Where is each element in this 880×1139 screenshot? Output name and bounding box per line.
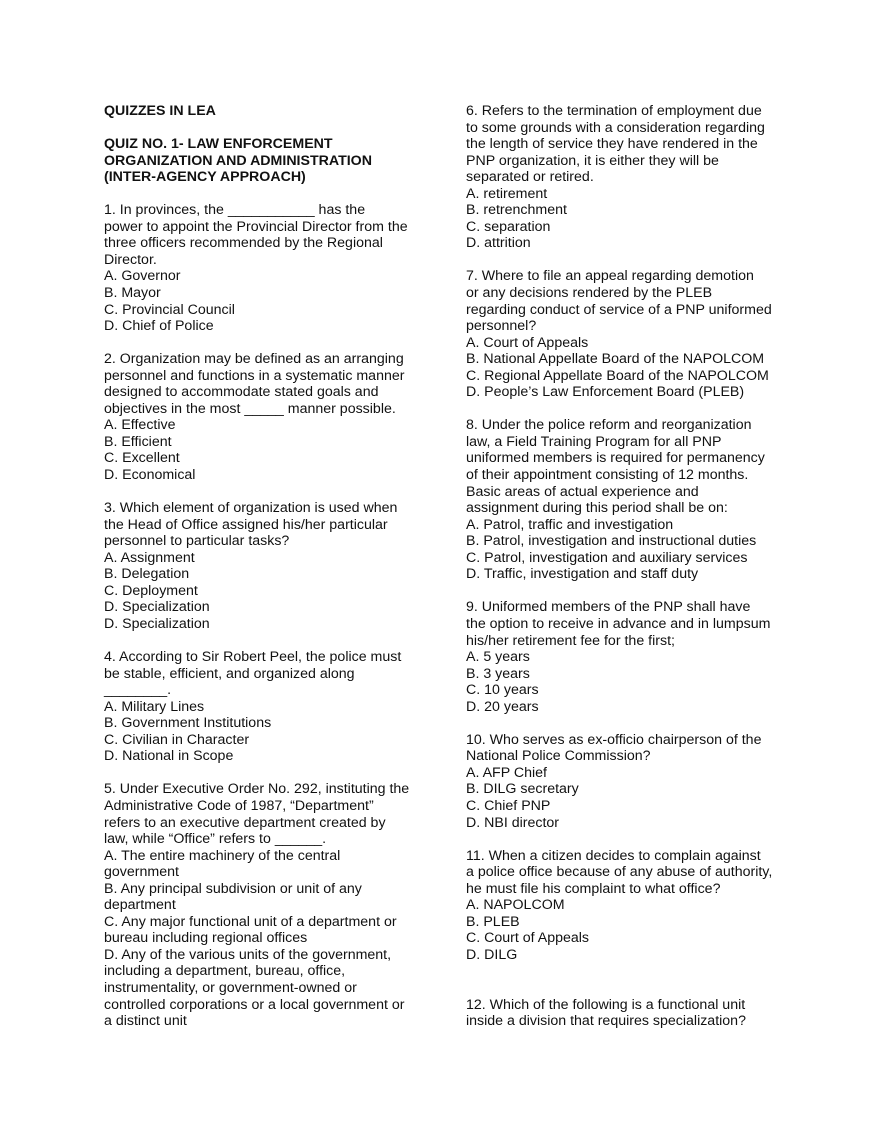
question-text: 7. Where to file an appeal regarding demotion bbox=[466, 268, 754, 285]
spacer bbox=[104, 765, 434, 782]
spacer bbox=[104, 633, 434, 650]
answer-option: C. Deployment bbox=[104, 582, 198, 599]
answer-option: B. 3 years bbox=[466, 665, 530, 682]
answer-option: C. Provincial Council bbox=[104, 301, 235, 318]
answer-option: A. Court of Appeals bbox=[466, 334, 589, 351]
quiz-title-line: (INTER-AGENCY APPROACH) bbox=[104, 169, 306, 186]
question-text: 5. Under Executive Order No. 292, instituting the bbox=[104, 781, 410, 798]
question-text: 1. In provinces, the ___________ has the bbox=[104, 202, 366, 219]
quiz-title bbox=[104, 136, 434, 186]
question-1 bbox=[104, 202, 434, 334]
question-text: 10. Who serves as ex-officio chairperson of the bbox=[466, 731, 762, 748]
spacer bbox=[104, 484, 434, 501]
question-text: 4. According to Sir Robert Peel, the police must bbox=[104, 649, 402, 666]
question-7 bbox=[466, 268, 796, 400]
question-8 bbox=[466, 417, 796, 582]
answer-option: A. Governor bbox=[104, 268, 181, 285]
question-text: uniformed members is required for permanency bbox=[466, 450, 765, 467]
question-text: law, while “Office” refers to ______. bbox=[104, 831, 327, 848]
answer-option: D. National in Scope bbox=[104, 748, 234, 765]
question-text: power to appoint the Provincial Director from the bbox=[104, 218, 408, 235]
quiz-title-line: ORGANIZATION AND ADMINISTRATION bbox=[104, 152, 372, 169]
answer-option: A. Military Lines bbox=[104, 698, 205, 715]
question-2 bbox=[104, 351, 434, 483]
answer-option: D. Any of the various units of the government, bbox=[104, 946, 392, 963]
answer-option: D. 20 years bbox=[466, 698, 539, 715]
spacer bbox=[466, 583, 796, 600]
answer-option: B. retrenchment bbox=[466, 202, 567, 219]
answer-option: government bbox=[104, 864, 179, 881]
answer-option: C. Patrol, investigation and auxiliary services bbox=[466, 549, 748, 566]
spacer bbox=[466, 252, 796, 269]
question-text: of their appointment consisting of 12 months. bbox=[466, 467, 749, 484]
spacer bbox=[104, 120, 434, 137]
document-heading: QUIZZES IN LEA bbox=[104, 103, 216, 119]
answer-option: C. separation bbox=[466, 218, 551, 235]
question-text: National Police Commission? bbox=[466, 748, 651, 765]
answer-option: B. PLEB bbox=[466, 913, 520, 930]
answer-option: A. AFP Chief bbox=[466, 764, 547, 781]
answer-option: B. Delegation bbox=[104, 566, 190, 583]
question-text: the option to receive in advance and in lumpsum bbox=[466, 615, 771, 632]
spacer bbox=[466, 401, 796, 418]
answer-option: D. NBI director bbox=[466, 814, 560, 831]
question-text: be stable, efficient, and organized along bbox=[104, 665, 355, 682]
question-text: designed to accommodate stated goals and bbox=[104, 384, 379, 401]
answer-option: C. Excellent bbox=[104, 450, 180, 467]
answer-option: D. Economical bbox=[104, 467, 196, 484]
answer-option: including a department, bureau, office, bbox=[104, 963, 346, 980]
question-text: 6. Refers to the termination of employment due bbox=[466, 103, 762, 119]
spacer bbox=[104, 335, 434, 352]
answer-option: A. 5 years bbox=[466, 649, 530, 666]
question-text: three officers recommended by the Regional bbox=[104, 235, 383, 252]
spacer bbox=[466, 715, 796, 732]
answer-option: C. Court of Appeals bbox=[466, 930, 590, 947]
question-text: assignment during this period shall be on: bbox=[466, 500, 728, 517]
question-9 bbox=[466, 599, 796, 715]
question-text: separated or retired. bbox=[466, 169, 594, 186]
question-text: personnel to particular tasks? bbox=[104, 533, 290, 550]
question-text: personnel and functions in a systematic manner bbox=[104, 367, 405, 384]
answer-option: B. Government Institutions bbox=[104, 715, 272, 732]
spacer bbox=[466, 980, 796, 997]
answer-option: instrumentality, or government-owned or bbox=[104, 979, 357, 996]
answer-option: D. Traffic, investigation and staff duty bbox=[466, 566, 699, 583]
question-text: he must file his complaint to what office? bbox=[466, 880, 721, 897]
answer-option: C. Chief PNP bbox=[466, 797, 551, 814]
answer-option: D. attrition bbox=[466, 235, 531, 252]
question-11 bbox=[466, 848, 796, 964]
answer-option: bureau including regional offices bbox=[104, 930, 308, 947]
right-column bbox=[466, 103, 796, 1030]
question-text: a police office because of any abuse of authority, bbox=[466, 864, 773, 881]
answer-option: A. Effective bbox=[104, 417, 176, 434]
question-text: to some grounds with a consideration regarding bbox=[466, 119, 765, 136]
answer-option: D. Specialization bbox=[104, 599, 210, 616]
answer-option: B. DILG secretary bbox=[466, 781, 579, 798]
question-text: regarding conduct of service of a PNP uniformed bbox=[466, 301, 772, 318]
answer-option: B. National Appellate Board of the NAPOLCOM bbox=[466, 351, 765, 368]
answer-option: a distinct unit bbox=[104, 1013, 187, 1030]
question-5 bbox=[104, 781, 434, 1029]
question-text: 12. Which of the following is a functional unit bbox=[466, 996, 746, 1013]
spacer bbox=[104, 186, 434, 203]
quiz-title-line: QUIZ NO. 1- LAW ENFORCEMENT bbox=[104, 136, 333, 153]
answer-option: department bbox=[104, 897, 176, 914]
question-text: 11. When a citizen decides to complain against bbox=[466, 847, 761, 864]
question-text: Administrative Code of 1987, “Department” bbox=[104, 797, 374, 814]
answer-option: C. 10 years bbox=[466, 682, 539, 699]
question-6 bbox=[466, 103, 796, 252]
spacer bbox=[466, 963, 796, 980]
question-text: his/her retirement fee for the first; bbox=[466, 632, 675, 649]
question-text: Basic areas of actual experience and bbox=[466, 483, 699, 500]
question-text: ________. bbox=[104, 682, 172, 699]
question-text: the Head of Office assigned his/her particular bbox=[104, 516, 388, 533]
answer-option: A. retirement bbox=[466, 185, 548, 202]
question-4 bbox=[104, 649, 434, 765]
question-text: 8. Under the police reform and reorganization bbox=[466, 417, 752, 434]
question-text: personnel? bbox=[466, 318, 537, 335]
answer-option: C. Regional Appellate Board of the NAPOLCOM bbox=[466, 367, 769, 384]
question-text: Director. bbox=[104, 251, 157, 268]
answer-option: D. People’s Law Enforcement Board (PLEB) bbox=[466, 384, 745, 401]
answer-option: controlled corporations or a local government or bbox=[104, 996, 405, 1013]
answer-option: B. Any principal subdivision or unit of any bbox=[104, 880, 362, 897]
question-text: or any decisions rendered by the PLEB bbox=[466, 285, 713, 302]
question-text: 9. Uniformed members of the PNP shall have bbox=[466, 599, 751, 616]
answer-option: C. Any major functional unit of a department or bbox=[104, 913, 397, 930]
question-text: inside a division that requires specialization? bbox=[466, 1013, 746, 1030]
question-text: law, a Field Training Program for all PNP bbox=[466, 433, 722, 450]
question-text: refers to an executive department created by bbox=[104, 814, 386, 831]
answer-option: B. Mayor bbox=[104, 285, 161, 302]
answer-option: B. Efficient bbox=[104, 433, 172, 450]
question-text: PNP organization, it is either they will be bbox=[466, 152, 719, 169]
question-text: 2. Organization may be defined as an arranging bbox=[104, 351, 404, 368]
answer-option: A. Assignment bbox=[104, 549, 195, 566]
answer-option: D. Specialization bbox=[104, 615, 210, 632]
question-12 bbox=[466, 997, 796, 1030]
answer-option: D. DILG bbox=[466, 946, 518, 963]
answer-option: A. NAPOLCOM bbox=[466, 897, 565, 914]
answer-option: C. Civilian in Character bbox=[104, 731, 250, 748]
question-text: 3. Which element of organization is used when bbox=[104, 500, 398, 517]
question-text: the length of service they have rendered in the bbox=[466, 136, 758, 153]
question-3 bbox=[104, 500, 434, 632]
answer-option: A. The entire machinery of the central bbox=[104, 847, 341, 864]
answer-option: D. Chief of Police bbox=[104, 318, 214, 335]
left-column bbox=[104, 103, 434, 1030]
question-10 bbox=[466, 732, 796, 831]
answer-option: B. Patrol, investigation and instructional duties bbox=[466, 533, 757, 550]
answer-option: A. Patrol, traffic and investigation bbox=[466, 516, 674, 533]
question-text: objectives in the most _____ manner possible. bbox=[104, 400, 396, 417]
spacer bbox=[466, 831, 796, 848]
